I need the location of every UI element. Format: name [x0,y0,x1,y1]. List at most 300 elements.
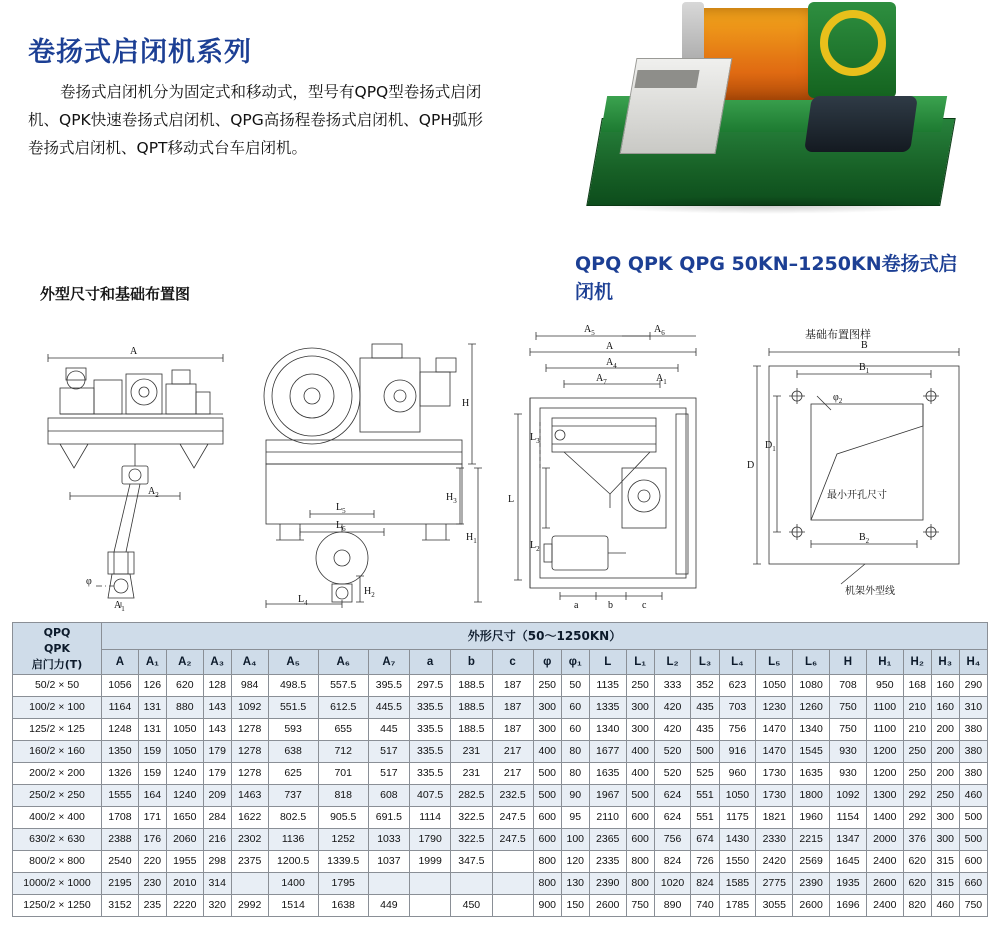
col-header: a [410,650,451,675]
table-cell: 930 [830,741,867,763]
table-cell: 282.5 [451,785,492,807]
intro-paragraph: 卷扬式启闭机分为固定式和移动式，型号有QPQ型卷扬式启闭机、QPK快速卷扬式启闭机、QPG高扬程卷扬式启闭机、QPH弧形卷扬式启闭机、QPT移动式台车启闭机。 [28,83,483,157]
table-cell: 625 [268,763,318,785]
table-cell: 600 [533,829,561,851]
table-cell: 300 [931,807,959,829]
table-cell: 250 [931,785,959,807]
col-header: A₂ [166,650,203,675]
table-cell: 701 [318,763,368,785]
drawing-foundation-layout [745,318,990,608]
table-cell: 160 [931,697,959,719]
table-cell: 916 [719,741,756,763]
table-span-header: 外形尺寸（50～1250KN） [102,623,988,650]
col-header: L₅ [756,650,793,675]
table-cell: 232.5 [492,785,533,807]
col-header: A₇ [368,650,409,675]
table-cell: 960 [719,763,756,785]
specification-table-wrap [12,622,988,917]
table-cell: 380 [959,719,987,741]
table-cell: 450 [451,895,492,917]
table-cell: 143 [203,719,231,741]
table-cell: 2375 [231,851,268,873]
table-cell-model: 50/2 × 50 [13,675,102,697]
table-cell: 322.5 [451,829,492,851]
table-cell: 1335 [589,697,626,719]
table-cell: 1708 [102,807,139,829]
dim-label-L3: $L_3$ [530,432,540,445]
col-header: A₅ [268,650,318,675]
table-cell: 2365 [589,829,626,851]
dim-label-b: b [608,600,613,611]
table-cell: 1050 [166,741,203,763]
table-cell: 674 [691,829,719,851]
table-cell [492,851,533,873]
col-header: A₁ [138,650,166,675]
table-cell: 250 [533,675,561,697]
table-cell: 800 [626,873,654,895]
table-cell: 200 [931,741,959,763]
table-cell: 1821 [756,807,793,829]
table-cell: 217 [492,763,533,785]
table-cell: 1514 [268,895,318,917]
table-cell: 400 [626,763,654,785]
table-cell-model: 200/2 × 200 [13,763,102,785]
table-cell: 352 [691,675,719,697]
col-header: L₃ [691,650,719,675]
table-cell: 300 [626,697,654,719]
table-cell: 460 [931,895,959,917]
col-header: H [830,650,867,675]
table-row [13,807,988,829]
table-cell: 1585 [719,873,756,895]
dim-label-B2: $B_2$ [859,532,870,545]
dim-label-D: D [747,460,755,471]
table-cell: 179 [203,741,231,763]
table-cell: 1100 [866,719,903,741]
dim-label-L6: $L_6$ [336,520,346,533]
table-cell: 292 [903,807,931,829]
drawing-plan-view [500,318,730,611]
table-cell: 1340 [793,719,830,741]
table-cell: 2335 [589,851,626,873]
col-header: A [102,650,139,675]
table-cell: 1795 [318,873,368,895]
table-cell: 500 [533,763,561,785]
col-header: φ₁ [561,650,589,675]
table-cell: 1635 [589,763,626,785]
table-cell: 120 [561,851,589,873]
table-cell: 638 [268,741,318,763]
dim-label-A4: $A_4$ [606,357,617,370]
table-cell: 2400 [866,851,903,873]
table-cell: 600 [533,807,561,829]
table-cell: 1677 [589,741,626,763]
table-cell: 200 [931,763,959,785]
table-cell: 1033 [368,829,409,851]
table-cell: 314 [203,873,231,895]
table-cell: 297.5 [410,675,451,697]
table-cell: 600 [959,851,987,873]
dim-label-B1: $B_1$ [859,362,870,375]
specification-table [12,622,988,917]
table-cell: 95 [561,807,589,829]
dim-label-A5: $A_5$ [584,324,595,337]
table-cell: 400 [626,741,654,763]
corner-line-2: QPK [44,641,70,655]
table-cell [410,873,451,895]
photo-shadow [590,196,946,214]
table-cell: 520 [654,763,691,785]
table-cell: 1935 [830,873,867,895]
table-cell: 498.5 [268,675,318,697]
table-cell: 620 [166,675,203,697]
table-cell: 1300 [866,785,903,807]
table-cell: 800 [533,851,561,873]
table-cell: 1240 [166,785,203,807]
table-cell: 620 [903,851,931,873]
table-cell: 1164 [102,697,139,719]
table-cell: 737 [268,785,318,807]
table-cell: 1136 [268,829,318,851]
table-cell: 168 [903,675,931,697]
table-cell: 445 [368,719,409,741]
table-cell: 159 [138,763,166,785]
table-cell: 187 [492,697,533,719]
table-cell: 624 [654,807,691,829]
dim-label-B: B [861,340,868,351]
table-cell: 708 [830,675,867,697]
table-cell: 551.5 [268,697,318,719]
table-cell: 150 [561,895,589,917]
table-cell: 525 [691,763,719,785]
table-cell: 2215 [793,829,830,851]
col-header: A₄ [231,650,268,675]
table-cell: 984 [231,675,268,697]
dim-label-c: c [642,600,647,611]
table-cell: 159 [138,741,166,763]
table-cell: 1999 [410,851,451,873]
table-cell: 435 [691,719,719,741]
dim-label-L: L [508,494,515,505]
table-cell: 179 [203,763,231,785]
table-cell: 2195 [102,873,139,895]
table-cell: 460 [959,785,987,807]
table-cell: 551 [691,785,719,807]
table-cell: 950 [866,675,903,697]
table-cell: 1339.5 [318,851,368,873]
table-cell: 216 [203,829,231,851]
table-row [13,697,988,719]
table-cell: 608 [368,785,409,807]
table-cell: 756 [719,719,756,741]
table-cell: 2000 [866,829,903,851]
table-cell [231,873,268,895]
table-cell: 703 [719,697,756,719]
table-cell: 880 [166,697,203,719]
table-cell: 1430 [719,829,756,851]
table-cell: 1278 [231,741,268,763]
table-cell: 187 [492,719,533,741]
foundation-title: 基础布置图样 [805,328,871,341]
table-cell: 930 [830,763,867,785]
table-cell: 1240 [166,763,203,785]
product-photo [570,0,970,232]
table-cell: 131 [138,719,166,741]
table-head-row-1 [13,623,988,650]
table-row [13,873,988,895]
table-cell: 80 [561,741,589,763]
table-cell: 60 [561,697,589,719]
table-cell: 500 [533,785,561,807]
drawings-caption: 外型尺寸和基础布置图 [40,285,191,303]
table-cell: 1463 [231,785,268,807]
table-cell: 2220 [166,895,203,917]
dim-label-A1-bottom: $A_1$ [114,600,125,613]
table-cell: 380 [959,741,987,763]
col-header: b [451,650,492,675]
table-cell: 520 [654,741,691,763]
col-header: φ [533,650,561,675]
table-cell: 1400 [866,807,903,829]
dim-label-A2: $A_2$ [148,486,159,499]
table-row [13,675,988,697]
table-cell: 1555 [102,785,139,807]
table-cell: 126 [138,675,166,697]
table-cell: 1960 [793,807,830,829]
table-cell: 600 [626,829,654,851]
table-cell: 176 [138,829,166,851]
table-cell: 1785 [719,895,756,917]
table-cell: 2600 [589,895,626,917]
table-cell: 187 [492,675,533,697]
table-cell: 217 [492,741,533,763]
dim-label-phi: φ [86,576,92,587]
table-cell: 247.5 [492,807,533,829]
col-header: L₆ [793,650,830,675]
table-cell: 1092 [830,785,867,807]
table-cell: 131 [138,697,166,719]
table-cell: 130 [561,873,589,895]
table-corner-header [13,623,102,675]
table-cell: 445.5 [368,697,409,719]
table-cell: 623 [719,675,756,697]
dim-label-L4: $L_4$ [298,594,308,607]
table-cell: 1650 [166,807,203,829]
table-cell: 818 [318,785,368,807]
table-cell: 500 [691,741,719,763]
table-row [13,895,988,917]
table-cell: 551 [691,807,719,829]
table-cell: 231 [451,763,492,785]
table-cell: 1278 [231,719,268,741]
table-cell: 1200.5 [268,851,318,873]
table-cell: 247.5 [492,829,533,851]
table-cell: 1020 [654,873,691,895]
table-cell: 802.5 [268,807,318,829]
table-cell: 164 [138,785,166,807]
dim-label-a: a [574,600,579,611]
col-header: H₃ [931,650,959,675]
table-cell: 2600 [866,873,903,895]
table-cell: 1790 [410,829,451,851]
table-cell-model: 250/2 × 250 [13,785,102,807]
page-title: 卷扬式启闭机系列 [28,37,252,68]
table-cell-model: 125/2 × 125 [13,719,102,741]
table-cell: 1200 [866,741,903,763]
col-header: L₄ [719,650,756,675]
table-cell: 310 [959,697,987,719]
table-row [13,741,988,763]
table-cell: 3152 [102,895,139,917]
table-cell: 2420 [756,851,793,873]
col-header: H₄ [959,650,987,675]
table-cell: 300 [626,719,654,741]
table-row [13,851,988,873]
table-cell: 517 [368,741,409,763]
table-cell: 2388 [102,829,139,851]
table-cell: 3055 [756,895,793,917]
table-cell: 1347 [830,829,867,851]
table-cell-model: 160/2 × 160 [13,741,102,763]
table-body [13,675,988,917]
table-cell: 171 [138,807,166,829]
table-cell: 347.5 [451,851,492,873]
table-cell: 2110 [589,807,626,829]
col-header: c [492,650,533,675]
table-cell: 750 [959,895,987,917]
table-cell: 2400 [866,895,903,917]
dim-label-L2: $L_2$ [530,540,540,553]
table-cell: 1545 [793,741,830,763]
table-cell: 143 [203,697,231,719]
table-cell: 1696 [830,895,867,917]
col-header: L [589,650,626,675]
table-cell: 1550 [719,851,756,873]
table-cell: 2569 [793,851,830,873]
table-cell: 2302 [231,829,268,851]
table-cell: 905.5 [318,807,368,829]
table-cell: 1092 [231,697,268,719]
table-cell: 1730 [756,763,793,785]
table-cell: 800 [626,851,654,873]
dim-label-H: H [462,398,470,409]
table-cell: 1252 [318,829,368,851]
table-cell: 1470 [756,741,793,763]
table-cell-model: 1250/2 × 1250 [13,895,102,917]
table-cell: 1080 [793,675,830,697]
table-cell: 712 [318,741,368,763]
table-cell: 449 [368,895,409,917]
col-header: H₁ [866,650,903,675]
table-cell: 620 [903,873,931,895]
table-cell: 1635 [793,763,830,785]
table-cell: 250 [903,763,931,785]
table-cell: 1400 [268,873,318,895]
table-cell: 824 [654,851,691,873]
table-cell: 335.5 [410,719,451,741]
table-cell: 335.5 [410,763,451,785]
table-cell: 60 [561,719,589,741]
table-cell: 750 [830,719,867,741]
drawing-side-elevation [250,318,485,608]
photo-motor [804,96,918,152]
table-cell: 1730 [756,785,793,807]
table-cell: 557.5 [318,675,368,697]
table-cell: 1340 [589,719,626,741]
table-cell: 691.5 [368,807,409,829]
table-cell: 380 [959,763,987,785]
table-cell: 1260 [793,697,830,719]
table-cell: 500 [959,807,987,829]
table-cell: 726 [691,851,719,873]
table-cell: 660 [959,873,987,895]
table-cell: 756 [654,829,691,851]
table-cell-model: 400/2 × 400 [13,807,102,829]
table-cell: 210 [903,719,931,741]
table-cell: 1100 [866,697,903,719]
table-cell: 1135 [589,675,626,697]
corner-line-1: QPQ [43,625,71,639]
table-cell: 750 [626,895,654,917]
table-cell: 200 [931,719,959,741]
table-cell: 315 [931,873,959,895]
col-header: A₆ [318,650,368,675]
table-cell: 90 [561,785,589,807]
table-cell: 655 [318,719,368,741]
table-cell: 1050 [166,719,203,741]
table-cell: 900 [533,895,561,917]
table-cell-model: 800/2 × 800 [13,851,102,873]
corner-line-3: 启门力(T) [31,657,83,671]
table-cell: 188.5 [451,675,492,697]
table-cell: 820 [903,895,931,917]
table-cell: 400 [533,741,561,763]
drawing-front-elevation [30,318,245,613]
table-cell: 1154 [830,807,867,829]
table-cell: 500 [959,829,987,851]
col-header: H₂ [903,650,931,675]
dim-label-D1: $D_1$ [765,440,776,453]
table-cell: 1470 [756,719,793,741]
table-cell: 800 [533,873,561,895]
table-cell: 435 [691,697,719,719]
table-cell: 1800 [793,785,830,807]
table-cell: 2010 [166,873,203,895]
table-cell [492,873,533,895]
table-cell: 1114 [410,807,451,829]
table-cell: 2390 [589,873,626,895]
table-cell: 420 [654,719,691,741]
photo-gear-ring [820,10,886,76]
table-cell: 315 [931,851,959,873]
col-header: L₂ [654,650,691,675]
table-cell: 500 [626,785,654,807]
table-cell: 2775 [756,873,793,895]
dim-label-H3: $H_3$ [446,492,457,505]
table-cell: 1350 [102,741,139,763]
table-cell: 300 [931,829,959,851]
table-cell: 740 [691,895,719,917]
min-opening-label: 最小开孔尺寸 [827,490,887,501]
table-cell: 320 [203,895,231,917]
table-cell [451,873,492,895]
table-row [13,829,988,851]
table-cell: 322.5 [451,807,492,829]
table-cell: 1967 [589,785,626,807]
table-cell-model: 1000/2 × 1000 [13,873,102,895]
table-cell: 1050 [756,675,793,697]
table-row [13,763,988,785]
